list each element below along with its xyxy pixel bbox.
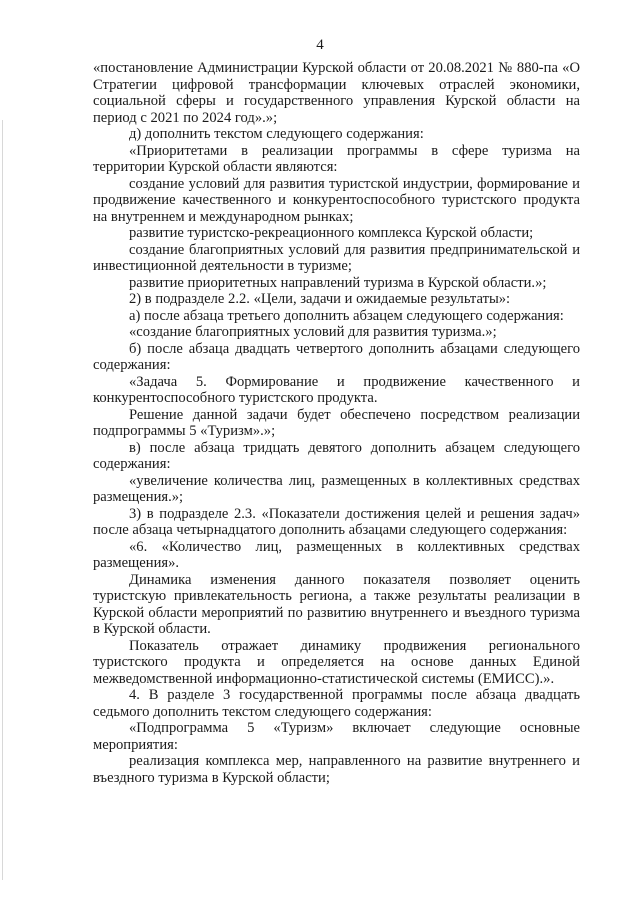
paragraph: «создание благоприятных условий для развития туризма.»; [129,324,497,340]
paragraph: а) после абзаца третьего дополнить абзацем следующего содержания: [129,307,564,324]
paragraph: 4. В разделе 3 государственной программы после абзаца двадцать седьмого дополнить текстом следующего содержания: [93,687,580,720]
paragraph: развитие приоритетных направлений туризма в Курской области.»; [129,274,547,291]
scan-edge-line [2,120,3,880]
paragraph: «увеличение количества лиц, размещенных в коллективных средствах размещения.»; [93,472,580,505]
paragraph: реализация комплекса мер, направленного на развитие внутреннего и въездного туризма в Курской области; [93,753,580,786]
paragraph: «6. «Количество лиц, размещенных в коллективных средствах размещения». [93,538,580,571]
paragraph: «Задача 5. Формирование и продвижение качественного и конкурентоспособного туристского продукта. [93,373,580,406]
paragraph: создание условий для развития туристской индустрии, формирование и продвижение качественного и конкурентоспособного туристского продукта на внутреннем и международном рынках; [93,175,580,225]
paragraph: развитие туристско-рекреационного комплекса Курской области; [129,225,534,241]
paragraph: Динамика изменения данного показателя позволяет оценить туристскую привлекательность региона, а также результаты реализации в Курской области мероприятий по развитию внутреннего и въездного туризма в Курской области. [93,571,580,637]
paragraph: д) дополнить текстом следующего содержания: [129,126,424,142]
paragraph: 3) в подразделе 2.3. «Показатели достижения целей и решения задач» после абзаца четырнадцатого дополнить абзацами следующего содержания: [93,505,580,538]
paragraph: Показатель отражает динамику продвижения регионального туристского продукта и определяется на основе данных Единой межведомственной информационно-статистической системы (ЕМИСС).». [93,637,580,687]
page-number: 4 [316,37,324,53]
paragraph: Решение данной задачи будет обеспечено посредством реализации подпрограммы 5 «Туризм».»; [93,406,580,439]
paragraph: б) после абзаца двадцать четвертого дополнить абзацами следующего содержания: [93,340,580,373]
document-body [93,60,580,786]
paragraph: 2) в подразделе 2.2. «Цели, задачи и ожидаемые результаты»: [129,291,511,307]
paragraph: «постановление Администрации Курской области от 20.08.2021 № 880-па «О Стратегии цифровой трансформации ключевых отраслей экономики, социальной сферы и государственного управления Курской области на период с 2021 по 2024 год».»; [93,60,580,126]
paragraph: в) после абзаца тридцать девятого дополнить абзацем следующего содержания: [93,439,580,472]
paragraph: «Приоритетами в реализации программы в сфере туризма на территории Курской области являются: [93,142,580,175]
paragraph: создание благоприятных условий для развития предпринимательской и инвестиционной деятельности в туризме; [93,241,580,274]
paragraph: «Подпрограмма 5 «Туризм» включает следующие основные мероприятия: [93,720,580,753]
